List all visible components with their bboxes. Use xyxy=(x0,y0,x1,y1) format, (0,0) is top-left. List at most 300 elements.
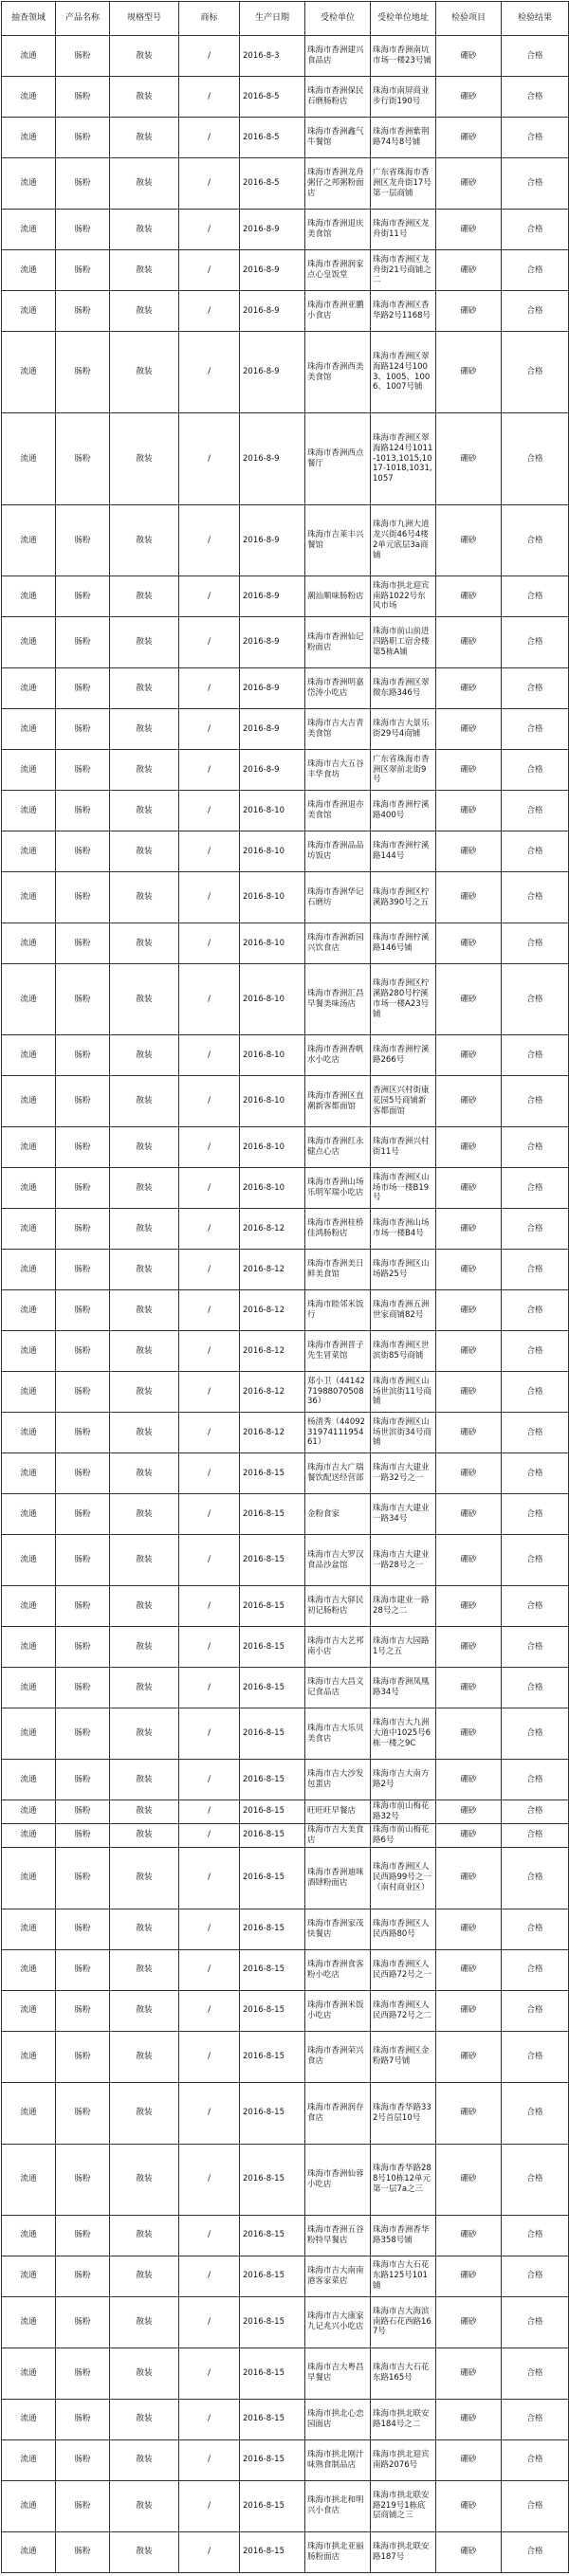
cell-brand: / xyxy=(179,2144,240,2215)
cell-result: 合格 xyxy=(502,505,569,576)
cell-address: 珠海市香华路288号10栋12单元第一层7a之三 xyxy=(371,2144,436,2215)
table-row xyxy=(2,1823,569,1847)
cell-spec: 散装 xyxy=(110,1823,179,1847)
cell-spec: 散装 xyxy=(110,36,179,77)
cell-spec: 散装 xyxy=(110,1949,179,1990)
header-row xyxy=(2,2,569,36)
cell-spec: 散装 xyxy=(110,576,179,617)
table-row xyxy=(2,158,569,210)
cell-field: 流通 xyxy=(2,2082,56,2144)
table-row xyxy=(2,831,569,872)
cell-spec: 散装 xyxy=(110,1800,179,1824)
cell-unit: 珠海市香洲龙舟粥仔之邦粥粉面店 xyxy=(305,158,371,210)
cell-item: 硼砂 xyxy=(436,750,502,791)
cell-item: 硼砂 xyxy=(436,2296,502,2348)
cell-spec: 散装 xyxy=(110,77,179,118)
cell-item: 硼砂 xyxy=(436,1076,502,1127)
cell-unit: 珠海市香洲晋子先生冒菜馆 xyxy=(305,1331,371,1372)
table-row xyxy=(2,872,569,923)
cell-brand: / xyxy=(179,118,240,158)
cell-unit: 珠海市香洲美日鲜美食馆 xyxy=(305,1250,371,1290)
cell-brand: / xyxy=(179,1035,240,1076)
cell-result: 合格 xyxy=(502,617,569,668)
table-row xyxy=(2,2215,569,2256)
table-row xyxy=(2,2531,569,2572)
cell-address: 珠海市前山前进四路职工宿舍楼第5栋A铺 xyxy=(371,617,436,668)
cell-result: 合格 xyxy=(502,1209,569,1250)
cell-product: 肠粉 xyxy=(56,1290,110,1331)
cell-field: 流通 xyxy=(2,831,56,872)
cell-unit: 珠海市吉大南南港客家菜店 xyxy=(305,2256,371,2296)
cell-date: 2016-8-15 xyxy=(240,1800,305,1824)
cell-spec: 散装 xyxy=(110,1076,179,1127)
cell-address: 珠海市拱北联安路187号 xyxy=(371,2531,436,2572)
cell-brand: / xyxy=(179,1372,240,1413)
cell-unit: 珠海市香洲食客粉小吃店 xyxy=(305,1949,371,1990)
table-row xyxy=(2,1127,569,1168)
header-product: 产品名称 xyxy=(56,2,110,36)
cell-brand: / xyxy=(179,1909,240,1949)
cell-field: 流通 xyxy=(2,210,56,250)
cell-spec: 散装 xyxy=(110,1494,179,1535)
cell-date: 2016-8-15 xyxy=(240,2256,305,2296)
cell-date: 2016-8-15 xyxy=(240,2215,305,2256)
cell-date: 2016-8-10 xyxy=(240,872,305,923)
table-row xyxy=(2,1760,569,1800)
cell-item: 硼砂 xyxy=(436,1035,502,1076)
cell-brand: / xyxy=(179,1949,240,1990)
cell-field: 流通 xyxy=(2,332,56,413)
cell-brand: / xyxy=(179,291,240,332)
cell-brand: / xyxy=(179,1708,240,1760)
cell-item: 硼砂 xyxy=(436,2256,502,2296)
cell-brand: / xyxy=(179,1823,240,1847)
cell-address: 珠海市香洲区翠微东路346号 xyxy=(371,668,436,709)
table-row xyxy=(2,2256,569,2296)
cell-date: 2016-8-15 xyxy=(240,1453,305,1494)
cell-result: 合格 xyxy=(502,1494,569,1535)
cell-brand: / xyxy=(179,1168,240,1209)
cell-date: 2016-8-15 xyxy=(240,1535,305,1586)
cell-unit: 郑小卫（441427198807050836） xyxy=(305,1372,371,1413)
cell-item: 硼砂 xyxy=(436,332,502,413)
table-row xyxy=(2,1949,569,1990)
cell-spec: 散装 xyxy=(110,2480,179,2531)
header-unit: 受检单位 xyxy=(305,2,371,36)
cell-address: 珠海市吉大建业一路28号之一 xyxy=(371,1535,436,1586)
cell-item: 硼砂 xyxy=(436,250,502,291)
cell-product: 肠粉 xyxy=(56,1708,110,1760)
cell-unit: 珠海市吉大美食店 xyxy=(305,1823,371,1847)
cell-result: 合格 xyxy=(502,332,569,413)
cell-spec: 散装 xyxy=(110,1668,179,1708)
cell-unit: 珠海市拱北亚丽肠粉面店 xyxy=(305,2531,371,2572)
cell-field: 流通 xyxy=(2,1250,56,1290)
cell-unit: 珠海市香洲米饭小吃店 xyxy=(305,1990,371,2031)
cell-field: 流通 xyxy=(2,1168,56,1209)
cell-item: 硼砂 xyxy=(436,210,502,250)
cell-date: 2016-8-15 xyxy=(240,1909,305,1949)
cell-item: 硼砂 xyxy=(436,505,502,576)
cell-spec: 散装 xyxy=(110,1760,179,1800)
cell-unit: 珠海市香洲明嘉岱涛小吃店 xyxy=(305,668,371,709)
table-row xyxy=(2,2082,569,2144)
cell-product: 肠粉 xyxy=(56,709,110,750)
cell-field: 流通 xyxy=(2,617,56,668)
cell-item: 硼砂 xyxy=(436,291,502,332)
cell-address: 珠海市香洲区翠海路124号1011-1013,1015,1017-1018,1031,1057 xyxy=(371,413,436,505)
cell-item: 硼砂 xyxy=(436,1760,502,1800)
cell-brand: / xyxy=(179,1209,240,1250)
cell-field: 流通 xyxy=(2,158,56,210)
cell-item: 硼砂 xyxy=(436,36,502,77)
cell-result: 合格 xyxy=(502,1668,569,1708)
cell-item: 硼砂 xyxy=(436,617,502,668)
cell-item: 硼砂 xyxy=(436,1990,502,2031)
cell-address: 珠海市吉大九洲大道中1025号6栋一楼之9C xyxy=(371,1708,436,1760)
cell-unit: 珠海市吉大艺邦南小店 xyxy=(305,1627,371,1668)
cell-field: 流通 xyxy=(2,77,56,118)
cell-spec: 散装 xyxy=(110,2082,179,2144)
cell-field: 流通 xyxy=(2,1586,56,1627)
cell-unit: 珠海市香洲仙蓉小吃店 xyxy=(305,2144,371,2215)
cell-result: 合格 xyxy=(502,1535,569,1586)
cell-address: 珠海市香洲山场市场一楼B4号 xyxy=(371,1209,436,1250)
cell-brand: / xyxy=(179,36,240,77)
cell-address: 珠海市拱北联安路219号1栋底层商铺之三 xyxy=(371,2480,436,2531)
cell-product: 肠粉 xyxy=(56,2348,110,2399)
cell-unit: 珠海市吉大粤昌早餐店 xyxy=(305,2348,371,2399)
cell-product: 肠粉 xyxy=(56,1800,110,1824)
cell-item: 硼砂 xyxy=(436,2531,502,2572)
cell-item: 硼砂 xyxy=(436,964,502,1035)
cell-brand: / xyxy=(179,2480,240,2531)
cell-field: 流通 xyxy=(2,1847,56,1909)
cell-spec: 散装 xyxy=(110,1847,179,1909)
cell-item: 硼砂 xyxy=(436,1800,502,1824)
cell-product: 肠粉 xyxy=(56,1627,110,1668)
cell-field: 流通 xyxy=(2,1209,56,1250)
cell-result: 合格 xyxy=(502,1127,569,1168)
cell-brand: / xyxy=(179,413,240,505)
cell-result: 合格 xyxy=(502,2082,569,2144)
cell-field: 流通 xyxy=(2,1760,56,1800)
cell-spec: 散装 xyxy=(110,2031,179,2082)
table-row xyxy=(2,1168,569,1209)
cell-result: 合格 xyxy=(502,668,569,709)
cell-unit: 珠海市香洲退庆美食馆 xyxy=(305,210,371,250)
cell-address: 珠海市建业一路28号之二 xyxy=(371,1586,436,1627)
cell-result: 合格 xyxy=(502,964,569,1035)
cell-unit: 珠海市吉大沙发包蛋店 xyxy=(305,1760,371,1800)
table-row xyxy=(2,2480,569,2531)
cell-brand: / xyxy=(179,668,240,709)
cell-item: 硼砂 xyxy=(436,118,502,158)
table-row xyxy=(2,1290,569,1331)
cell-spec: 散装 xyxy=(110,118,179,158)
cell-field: 流通 xyxy=(2,2348,56,2399)
cell-address: 珠海市吉大建业一路34号 xyxy=(371,1494,436,1535)
cell-field: 流通 xyxy=(2,1290,56,1331)
cell-field: 流通 xyxy=(2,2256,56,2296)
cell-unit: 珠海市香洲鑫气牛餐馆 xyxy=(305,118,371,158)
cell-product: 肠粉 xyxy=(56,2144,110,2215)
cell-brand: / xyxy=(179,2399,240,2439)
cell-address: 广东省珠海市香洲区龙舟街17号第一层商铺 xyxy=(371,158,436,210)
cell-result: 合格 xyxy=(502,118,569,158)
cell-result: 合格 xyxy=(502,2215,569,2256)
header-address: 受检单位地址 xyxy=(371,2,436,36)
cell-date: 2016-8-9 xyxy=(240,210,305,250)
cell-result: 合格 xyxy=(502,1760,569,1800)
cell-unit: 珠海市拱北刚汁味熟食制品店 xyxy=(305,2439,371,2480)
cell-result: 合格 xyxy=(502,1823,569,1847)
cell-brand: / xyxy=(179,617,240,668)
table-row xyxy=(2,1586,569,1627)
cell-unit: 珠海市香洲退亦美食馆 xyxy=(305,791,371,831)
cell-result: 合格 xyxy=(502,2531,569,2572)
cell-spec: 散装 xyxy=(110,1331,179,1372)
cell-product: 肠粉 xyxy=(56,1209,110,1250)
cell-address: 珠海市前山梅花路32号 xyxy=(371,1800,436,1824)
cell-field: 流通 xyxy=(2,872,56,923)
cell-date: 2016-8-15 xyxy=(240,1990,305,2031)
cell-result: 合格 xyxy=(502,1076,569,1127)
cell-field: 流通 xyxy=(2,1823,56,1847)
cell-date: 2016-8-12 xyxy=(240,1250,305,1290)
cell-brand: / xyxy=(179,576,240,617)
cell-result: 合格 xyxy=(502,2296,569,2348)
cell-field: 流通 xyxy=(2,1331,56,1372)
cell-unit: 杨清秀（440923197411195461） xyxy=(305,1413,371,1453)
cell-item: 硼砂 xyxy=(436,1708,502,1760)
cell-address: 广东省珠海市香洲区翠前北街9号 xyxy=(371,750,436,791)
cell-product: 肠粉 xyxy=(56,617,110,668)
cell-item: 硼砂 xyxy=(436,1127,502,1168)
header-date: 生产日期 xyxy=(240,2,305,36)
cell-product: 肠粉 xyxy=(56,1035,110,1076)
cell-date: 2016-8-15 xyxy=(240,1494,305,1535)
cell-brand: / xyxy=(179,1627,240,1668)
cell-result: 合格 xyxy=(502,1800,569,1824)
cell-spec: 散装 xyxy=(110,1127,179,1168)
cell-unit: 珠海市吉大五谷丰华食坊 xyxy=(305,750,371,791)
cell-date: 2016-8-12 xyxy=(240,1209,305,1250)
cell-date: 2016-8-10 xyxy=(240,964,305,1035)
cell-field: 流通 xyxy=(2,1949,56,1990)
header-field: 抽查领域 xyxy=(2,2,56,36)
cell-address: 珠海市南屏商业步行街190号 xyxy=(371,77,436,118)
cell-brand: / xyxy=(179,210,240,250)
cell-product: 肠粉 xyxy=(56,77,110,118)
cell-brand: / xyxy=(179,505,240,576)
cell-field: 流通 xyxy=(2,709,56,750)
cell-spec: 散装 xyxy=(110,158,179,210)
cell-product: 肠粉 xyxy=(56,1586,110,1627)
cell-spec: 散装 xyxy=(110,923,179,964)
cell-address: 香洲区兴村街康花园5号商铺新客都面馆 xyxy=(371,1076,436,1127)
cell-brand: / xyxy=(179,1668,240,1708)
cell-field: 流通 xyxy=(2,1708,56,1760)
cell-field: 流通 xyxy=(2,923,56,964)
cell-product: 肠粉 xyxy=(56,1823,110,1847)
inspection-results-table xyxy=(1,1,569,2573)
cell-date: 2016-8-9 xyxy=(240,750,305,791)
table-header xyxy=(2,2,569,36)
cell-item: 硼砂 xyxy=(436,872,502,923)
cell-unit: 珠海市香洲仙记粉面店 xyxy=(305,617,371,668)
cell-date: 2016-8-15 xyxy=(240,2439,305,2480)
cell-field: 流通 xyxy=(2,1990,56,2031)
cell-unit: 金粉食家 xyxy=(305,1494,371,1535)
cell-spec: 散装 xyxy=(110,2144,179,2215)
cell-result: 合格 xyxy=(502,158,569,210)
cell-address: 珠海市香洲区龙舟街11号 xyxy=(371,210,436,250)
cell-address: 珠海市香洲区山场世滨街34号商铺 xyxy=(371,1413,436,1453)
cell-product: 肠粉 xyxy=(56,413,110,505)
table-row xyxy=(2,1372,569,1413)
cell-product: 肠粉 xyxy=(56,1847,110,1909)
table-row xyxy=(2,2348,569,2399)
table-row xyxy=(2,332,569,413)
cell-brand: / xyxy=(179,872,240,923)
cell-brand: / xyxy=(179,709,240,750)
cell-field: 流通 xyxy=(2,413,56,505)
cell-unit: 潮汕顺味肠粉店 xyxy=(305,576,371,617)
cell-address: 珠海市吉大石花东路125号101铺 xyxy=(371,2256,436,2296)
table-row xyxy=(2,1909,569,1949)
cell-field: 流通 xyxy=(2,2215,56,2256)
table-row xyxy=(2,77,569,118)
cell-result: 合格 xyxy=(502,413,569,505)
cell-unit: 珠海市香洲香帆水小吃店 xyxy=(305,1035,371,1076)
cell-field: 流通 xyxy=(2,1372,56,1413)
table-row xyxy=(2,1494,569,1535)
cell-item: 硼砂 xyxy=(436,2215,502,2256)
cell-date: 2016-8-15 xyxy=(240,1760,305,1800)
cell-brand: / xyxy=(179,250,240,291)
cell-spec: 散装 xyxy=(110,668,179,709)
cell-item: 硼砂 xyxy=(436,1453,502,1494)
cell-spec: 散装 xyxy=(110,1209,179,1250)
table-row xyxy=(2,1990,569,2031)
cell-address: 珠海市香洲香华路358号铺 xyxy=(371,2215,436,2256)
cell-item: 硼砂 xyxy=(436,1949,502,1990)
cell-result: 合格 xyxy=(502,1168,569,1209)
cell-unit: 珠海市香洲西点餐厅 xyxy=(305,413,371,505)
cell-result: 合格 xyxy=(502,2256,569,2296)
cell-brand: / xyxy=(179,1453,240,1494)
cell-date: 2016-8-15 xyxy=(240,2480,305,2531)
cell-spec: 散装 xyxy=(110,210,179,250)
cell-address: 珠海市吉大景乐街29号4商铺 xyxy=(371,709,436,750)
cell-product: 肠粉 xyxy=(56,923,110,964)
table-row xyxy=(2,709,569,750)
cell-date: 2016-8-10 xyxy=(240,1076,305,1127)
cell-brand: / xyxy=(179,2256,240,2296)
cell-item: 硼砂 xyxy=(436,1586,502,1627)
cell-spec: 散装 xyxy=(110,1535,179,1586)
cell-date: 2016-8-15 xyxy=(240,1708,305,1760)
cell-product: 肠粉 xyxy=(56,1413,110,1453)
cell-product: 肠粉 xyxy=(56,2082,110,2144)
cell-field: 流通 xyxy=(2,1800,56,1824)
cell-field: 流通 xyxy=(2,2296,56,2348)
table-row xyxy=(2,2296,569,2348)
header-spec: 规格型号 xyxy=(110,2,179,36)
cell-result: 合格 xyxy=(502,1035,569,1076)
cell-result: 合格 xyxy=(502,1453,569,1494)
table-row xyxy=(2,1535,569,1586)
cell-item: 硼砂 xyxy=(436,1823,502,1847)
table-row xyxy=(2,791,569,831)
cell-product: 肠粉 xyxy=(56,2296,110,2348)
table-row xyxy=(2,210,569,250)
cell-result: 合格 xyxy=(502,576,569,617)
cell-address: 珠海市香洲区人民西路72号之一 xyxy=(371,1949,436,1990)
cell-brand: / xyxy=(179,831,240,872)
cell-product: 肠粉 xyxy=(56,1760,110,1800)
header-result: 检验结果 xyxy=(502,2,569,36)
cell-item: 硼砂 xyxy=(436,923,502,964)
cell-field: 流通 xyxy=(2,1494,56,1535)
table-row xyxy=(2,1800,569,1824)
cell-item: 硼砂 xyxy=(436,413,502,505)
cell-address: 珠海市拱北联安路184号之二 xyxy=(371,2399,436,2439)
cell-date: 2016-8-15 xyxy=(240,1586,305,1627)
cell-item: 硼砂 xyxy=(436,2144,502,2215)
cell-product: 肠粉 xyxy=(56,1453,110,1494)
cell-unit: 珠海市吉大广瑞餐饮配送经营部 xyxy=(305,1453,371,1494)
cell-result: 合格 xyxy=(502,1586,569,1627)
cell-field: 流通 xyxy=(2,2531,56,2572)
cell-spec: 散装 xyxy=(110,1453,179,1494)
cell-item: 硼砂 xyxy=(436,1331,502,1372)
cell-brand: / xyxy=(179,1076,240,1127)
cell-unit: 珠海市香洲桂桥佳鸿肠粉店 xyxy=(305,1209,371,1250)
cell-field: 流通 xyxy=(2,2480,56,2531)
cell-item: 硼砂 xyxy=(436,1250,502,1290)
cell-result: 合格 xyxy=(502,210,569,250)
cell-date: 2016-8-9 xyxy=(240,668,305,709)
cell-product: 肠粉 xyxy=(56,2215,110,2256)
table-row xyxy=(2,1847,569,1909)
cell-brand: / xyxy=(179,158,240,210)
cell-result: 合格 xyxy=(502,2480,569,2531)
cell-result: 合格 xyxy=(502,872,569,923)
cell-spec: 散装 xyxy=(110,791,179,831)
cell-date: 2016-8-12 xyxy=(240,1331,305,1372)
cell-field: 流通 xyxy=(2,2144,56,2215)
cell-date: 2016-8-12 xyxy=(240,1372,305,1413)
cell-spec: 散装 xyxy=(110,2439,179,2480)
cell-address: 珠海市香洲区人民西路72号之二 xyxy=(371,1990,436,2031)
cell-date: 2016-8-15 xyxy=(240,1668,305,1708)
cell-result: 合格 xyxy=(502,250,569,291)
cell-unit: 珠海市吉莱丰兴餐馆 xyxy=(305,505,371,576)
table-row xyxy=(2,2399,569,2439)
cell-product: 肠粉 xyxy=(56,1990,110,2031)
cell-field: 流通 xyxy=(2,1668,56,1708)
cell-result: 合格 xyxy=(502,1331,569,1372)
cell-product: 肠粉 xyxy=(56,1250,110,1290)
cell-item: 硼砂 xyxy=(436,1847,502,1909)
cell-spec: 散装 xyxy=(110,709,179,750)
table-row xyxy=(2,1076,569,1127)
cell-unit: 珠海市吉大吉青美食馆 xyxy=(305,709,371,750)
cell-brand: / xyxy=(179,750,240,791)
cell-result: 合格 xyxy=(502,77,569,118)
